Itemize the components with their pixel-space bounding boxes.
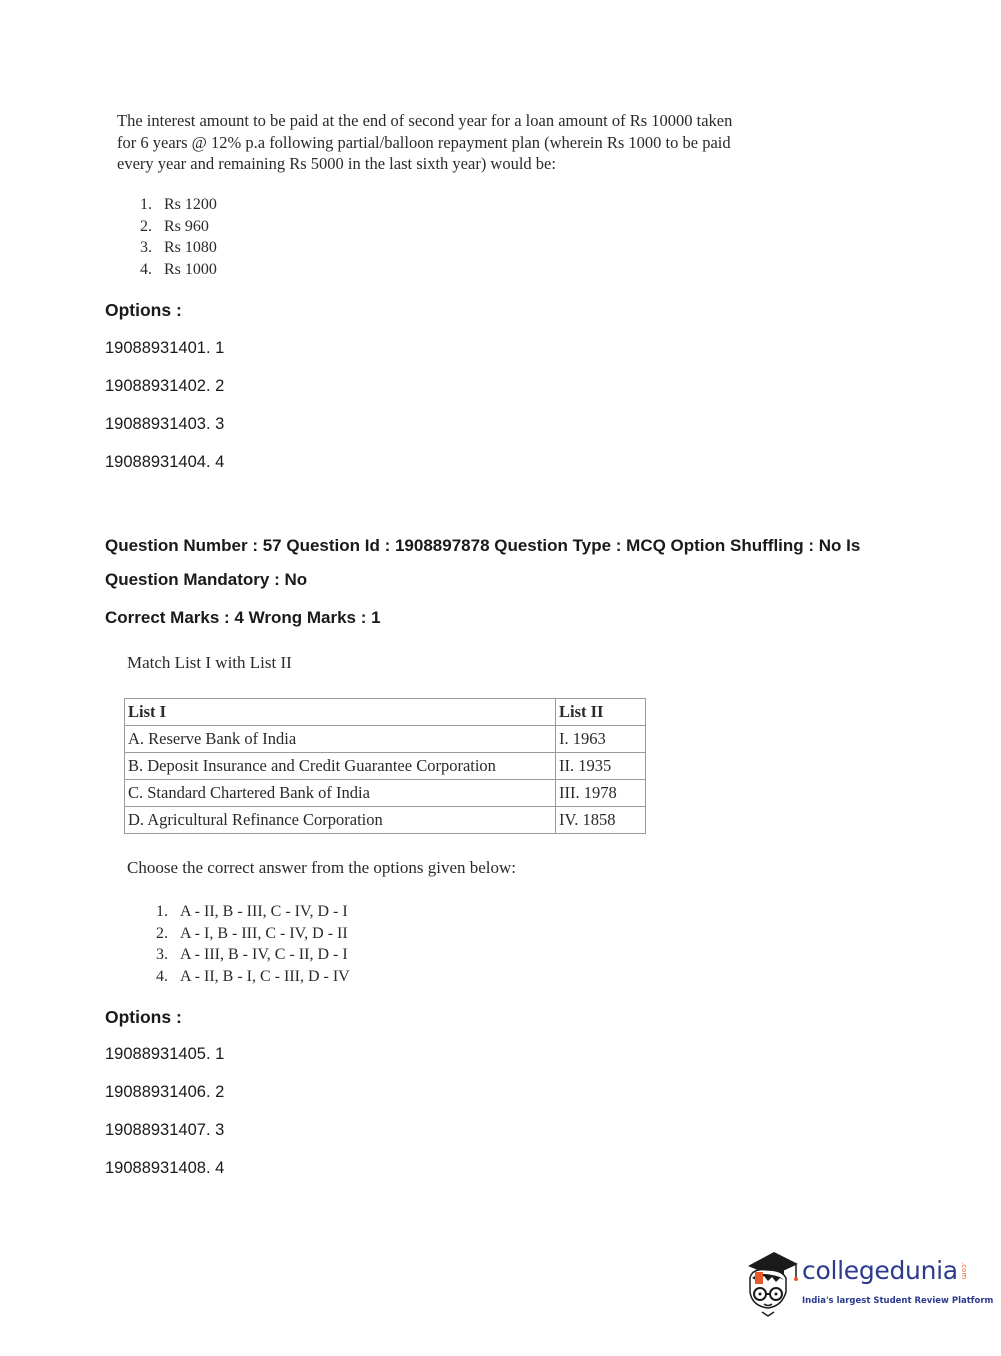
- list-item: 4. A - II, B - I, C - III, D - IV: [156, 967, 350, 985]
- table-cell: I. 1963: [556, 726, 646, 753]
- question-2-choices: [156, 901, 350, 987]
- options-heading: Options :: [105, 300, 182, 320]
- table-row: [125, 807, 646, 834]
- collegedunia-logo[interactable]: [742, 1248, 994, 1320]
- option-line: 19088931406. 2: [105, 1083, 225, 1101]
- match-instruction: Match List I with List II: [127, 653, 292, 672]
- match-table: [124, 698, 646, 834]
- question-marks: Correct Marks : 4 Wrong Marks : 1: [105, 608, 381, 627]
- logo-dotcom: .com: [960, 1262, 968, 1280]
- mascot-icon: [742, 1248, 800, 1318]
- question-meta: Question Number : 57 Question Id : 1908897878 Question Type : MCQ Option Shuffling : No Is: [105, 536, 861, 555]
- table-cell: C. Standard Chartered Bank of India: [125, 780, 556, 807]
- option-line: 19088931407. 3: [105, 1121, 225, 1139]
- list-item: 3. A - III, B - IV, C - II, D - I: [156, 946, 348, 963]
- table-row: [125, 753, 646, 780]
- list-item: 4. Rs 1000: [140, 260, 217, 278]
- table-row: [125, 726, 646, 753]
- option-line: 19088931405. 1: [105, 1045, 225, 1063]
- options-heading: Options :: [105, 1007, 182, 1027]
- table-cell: III. 1978: [556, 780, 646, 807]
- question-1-stem: The interest amount to be paid at the end of second year for a loan amount of Rs 10000 taken for 6 years @ 12% p.a following partial/balloon repayment plan (wherein Rs 1000 to be paid every year and remaining Rs 5000 in the last sixth year) would be:: [117, 111, 733, 173]
- option-line: 19088931401. 1: [105, 339, 225, 357]
- table-cell: A. Reserve Bank of India: [125, 726, 556, 753]
- answer-prompt: Choose the correct answer from the options given below:: [127, 858, 517, 877]
- table-cell: D. Agricultural Refinance Corporation: [125, 807, 556, 834]
- logo-wordmark: collegedunia: [802, 1256, 958, 1285]
- list-item: 1. A - II, B - III, C - IV, D - I: [156, 903, 348, 920]
- table-cell: IV. 1858: [556, 807, 646, 834]
- table-cell: B. Deposit Insurance and Credit Guarantee Corporation: [125, 753, 556, 780]
- list-item: 1. Rs 1200: [140, 196, 217, 213]
- table-header-cell: List I: [125, 699, 556, 726]
- table-row: [125, 780, 646, 807]
- logo-tagline: India's largest Student Review Platform: [802, 1296, 994, 1306]
- list-item: 2. A - I, B - III, C - IV, D - II: [156, 924, 348, 942]
- option-line: 19088931404. 4: [105, 453, 225, 471]
- option-line: 19088931402. 2: [105, 377, 225, 395]
- option-line: 19088931403. 3: [105, 415, 225, 433]
- table-header-row: [125, 699, 646, 726]
- table-header-cell: List II: [556, 699, 646, 726]
- option-line: 19088931408. 4: [105, 1159, 225, 1177]
- list-item: 3. Rs 1080: [140, 239, 217, 256]
- question-mandatory: Question Mandatory : No: [105, 570, 308, 589]
- list-item: 2. Rs 960: [140, 217, 209, 235]
- table-cell: II. 1935: [556, 753, 646, 780]
- question-1-choices: [140, 194, 217, 280]
